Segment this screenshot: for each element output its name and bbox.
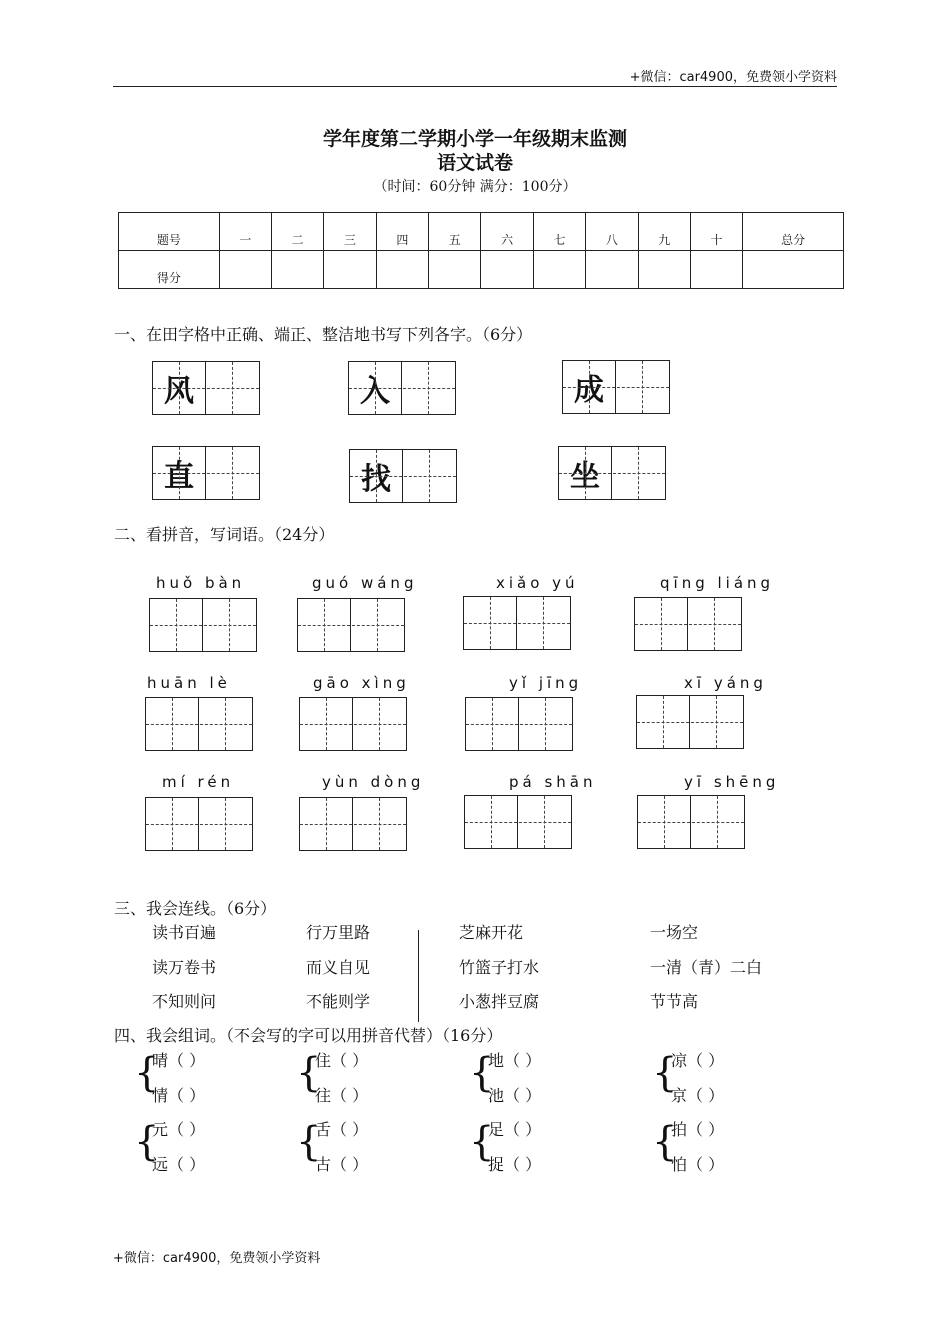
score-input-cell[interactable] [690, 251, 742, 289]
score-input-cell[interactable] [586, 251, 638, 289]
writing-grid[interactable] [634, 597, 742, 651]
score-table [118, 212, 844, 289]
brace-icon: { [134, 1050, 160, 1096]
match-item[interactable]: 竹篮子打水 [459, 958, 540, 977]
header-divider [113, 86, 837, 87]
word-item[interactable]: 怕（ ） [671, 1155, 725, 1174]
writing-grid[interactable] [145, 797, 253, 851]
pinyin-label: pá shān [509, 773, 597, 791]
writing-grid[interactable] [299, 697, 407, 751]
score-input-cell[interactable] [429, 251, 481, 289]
grid-char: 坐 [570, 459, 600, 494]
word-item[interactable]: 舌（ ） [315, 1120, 369, 1139]
score-cell: 九 [638, 213, 690, 251]
match-item[interactable]: 一清（青）二白 [650, 958, 763, 977]
pinyin-label: qīng liáng [660, 574, 775, 592]
pinyin-label: gāo xìng [313, 674, 410, 692]
pinyin-label: xiǎo yú [496, 574, 579, 592]
score-label-cell: 得分 [119, 251, 220, 289]
match-item[interactable]: 芝麻开花 [459, 923, 524, 942]
writing-grid[interactable] [636, 695, 744, 749]
score-input-cell[interactable] [376, 251, 428, 289]
match-item[interactable]: 小葱拌豆腐 [459, 992, 540, 1011]
word-item[interactable]: 地（ ） [488, 1051, 542, 1070]
score-cell: 十 [690, 213, 742, 251]
word-item[interactable]: 足（ ） [488, 1120, 542, 1139]
pinyin-label: huǒ bàn [156, 574, 246, 592]
page-subtitle: 语文试卷 [436, 152, 513, 174]
grid-char: 风 [164, 374, 194, 409]
pinyin-label: huān lè [147, 674, 231, 692]
word-item[interactable]: 古（ ） [315, 1155, 369, 1174]
score-cell: 五 [429, 213, 481, 251]
writing-grid[interactable] [562, 360, 670, 414]
writing-grid[interactable] [465, 697, 573, 751]
writing-grid[interactable] [348, 361, 456, 415]
word-item[interactable]: 晴（ ） [152, 1051, 206, 1070]
writing-grid[interactable] [152, 361, 260, 415]
pinyin-label: mí rén [162, 773, 235, 791]
score-input-cell[interactable] [324, 251, 376, 289]
writing-grid[interactable] [145, 697, 253, 751]
writing-grid[interactable] [349, 449, 457, 503]
page-title: 学年度第二学期小学一年级期末监测 [322, 128, 627, 150]
match-item[interactable]: 不能则学 [306, 992, 371, 1011]
pinyin-label: yǐ jīng [509, 674, 583, 692]
match-item[interactable]: 行万里路 [306, 923, 371, 942]
score-table-score-row [119, 251, 844, 289]
word-item[interactable]: 远（ ） [152, 1155, 206, 1174]
match-item[interactable]: 读万卷书 [152, 958, 217, 977]
brace-icon: { [652, 1050, 678, 1096]
match-item[interactable]: 一场空 [650, 923, 699, 942]
pinyin-label: yùn dòng [322, 773, 425, 791]
score-cell: 总分 [743, 213, 844, 251]
word-item[interactable]: 池（ ） [488, 1086, 542, 1105]
brace-icon: { [469, 1119, 495, 1165]
score-cell: 三 [324, 213, 376, 251]
writing-grid[interactable] [149, 598, 257, 652]
match-item[interactable]: 而义自见 [306, 958, 371, 977]
brace-icon: { [134, 1119, 160, 1165]
brace-icon: { [296, 1050, 322, 1096]
writing-grid[interactable] [463, 596, 571, 650]
writing-grid[interactable] [558, 446, 666, 500]
score-input-cell[interactable] [272, 251, 324, 289]
score-cell: 七 [533, 213, 585, 251]
exam-info: （时间：60分钟 满分：100分） [373, 179, 577, 195]
score-cell: 二 [272, 213, 324, 251]
section4-heading: 四、我会组词。（不会写的字可以用拼音代替）（16分） [114, 1026, 503, 1045]
word-item[interactable]: 捉（ ） [488, 1155, 542, 1174]
writing-grid[interactable] [464, 795, 572, 849]
grid-char: 直 [164, 459, 194, 494]
score-cell: 题号 [119, 213, 220, 251]
match-item[interactable]: 节节高 [650, 992, 699, 1011]
score-input-cell[interactable] [638, 251, 690, 289]
score-cell: 一 [219, 213, 271, 251]
pinyin-label: guó wáng [312, 574, 418, 592]
pinyin-label: yī shēng [684, 773, 780, 791]
section3-heading: 三、我会连线。（6分） [114, 899, 277, 918]
score-cell: 六 [481, 213, 533, 251]
grid-char: 找 [361, 462, 391, 497]
section2-heading: 二、看拼音，写词语。（24分） [114, 525, 335, 544]
writing-grid[interactable] [152, 446, 260, 500]
section1-heading: 一、在田字格中正确、端正、整洁地书写下列各字。（6分） [114, 325, 533, 344]
score-cell: 八 [586, 213, 638, 251]
score-input-cell[interactable] [219, 251, 271, 289]
writing-grid[interactable] [297, 598, 405, 652]
pinyin-label: xī yáng [684, 674, 767, 692]
word-item[interactable]: 凉（ ） [671, 1051, 725, 1070]
footer-note: +微信：car4900，免费领小学资料 [113, 1251, 321, 1266]
score-table-header-row [119, 213, 844, 251]
brace-icon: { [652, 1119, 678, 1165]
word-item[interactable]: 拍（ ） [671, 1120, 725, 1139]
brace-icon: { [296, 1119, 322, 1165]
word-item[interactable]: 京（ ） [671, 1086, 725, 1105]
divider-line [418, 930, 419, 1022]
word-item[interactable]: 元（ ） [152, 1120, 206, 1139]
word-item[interactable]: 往（ ） [315, 1086, 369, 1105]
writing-grid[interactable] [299, 797, 407, 851]
match-item[interactable]: 不知则问 [152, 992, 217, 1011]
score-input-cell[interactable] [533, 251, 585, 289]
match-item[interactable]: 读书百遍 [152, 923, 217, 942]
score-input-cell[interactable] [481, 251, 533, 289]
score-cell: 四 [376, 213, 428, 251]
word-item[interactable]: 情（ ） [152, 1086, 206, 1105]
writing-grid[interactable] [637, 795, 745, 849]
brace-icon: { [469, 1050, 495, 1096]
header-note: +微信：car4900，免费领小学资料 [629, 70, 837, 85]
grid-char: 成 [574, 373, 604, 408]
grid-char: 入 [360, 374, 390, 409]
score-input-cell[interactable] [743, 251, 844, 289]
word-item[interactable]: 住（ ） [315, 1051, 369, 1070]
